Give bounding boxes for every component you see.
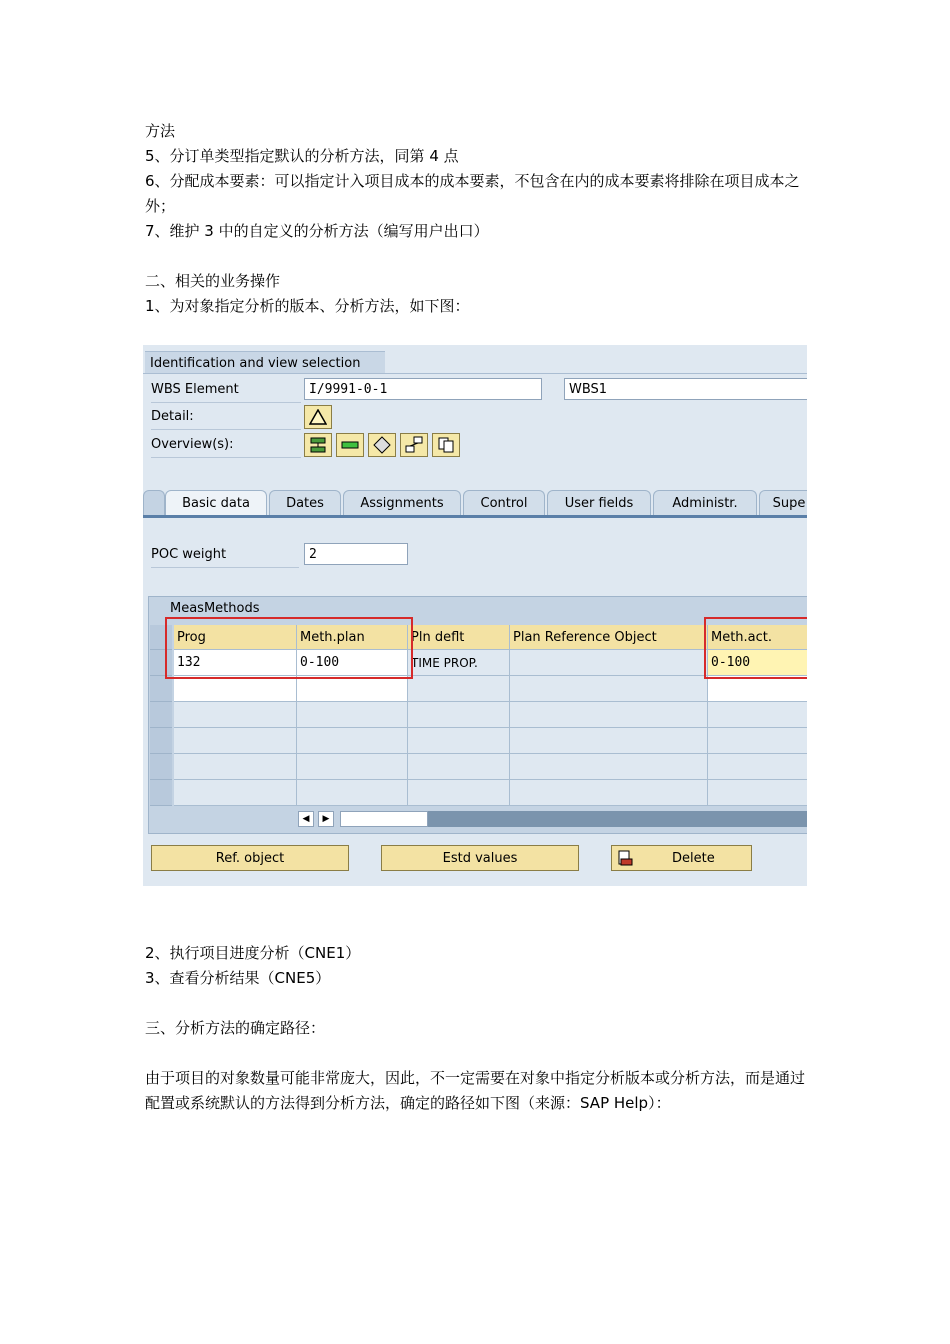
table-cell[interactable] xyxy=(297,780,408,806)
table-cell xyxy=(408,754,510,780)
highlight-box-plan xyxy=(165,617,413,679)
col-header-plan-ref-object[interactable]: Plan Reference Object xyxy=(510,625,708,650)
table-cell[interactable] xyxy=(510,728,708,754)
copy-icon[interactable] xyxy=(432,433,460,457)
table-cell-plan-ref-object[interactable] xyxy=(510,650,708,676)
poc-weight-field[interactable]: 2 xyxy=(304,543,408,565)
text-line: 2、执行项目进度分析（CNE1） xyxy=(145,944,361,962)
detail-label: Detail: xyxy=(151,405,301,430)
table-cell[interactable] xyxy=(708,780,807,806)
scroll-left-icon[interactable]: ◀ xyxy=(298,811,314,827)
row-selector[interactable] xyxy=(150,676,172,702)
table-cell xyxy=(408,728,510,754)
diamond-icon[interactable] xyxy=(368,433,396,457)
delete-button[interactable] xyxy=(611,845,752,871)
text-line: 1、为对象指定分析的版本、分析方法，如下图： xyxy=(145,297,470,315)
table-title: MeasMethods xyxy=(170,601,260,616)
row-selector[interactable] xyxy=(150,702,172,728)
ref-object-button[interactable]: Ref. object xyxy=(151,845,349,871)
tab-basic-data[interactable]: Basic data xyxy=(165,490,267,516)
green-bar-icon[interactable] xyxy=(336,433,364,457)
tab-administr[interactable]: Administr. xyxy=(653,490,757,516)
col-header-pln-deflt[interactable]: Pln deflt xyxy=(408,625,510,650)
table-cell[interactable] xyxy=(297,754,408,780)
tab-supe[interactable]: Supe xyxy=(759,490,807,516)
table-cell[interactable] xyxy=(297,702,408,728)
network-icon[interactable] xyxy=(400,433,428,457)
estd-values-button[interactable]: Estd values xyxy=(381,845,579,871)
row-selector[interactable] xyxy=(150,728,172,754)
row-selector[interactable] xyxy=(150,780,172,806)
text-line: 7、维护 3 中的自定义的分析方法（编写用户出口） xyxy=(145,222,489,240)
table-cell[interactable] xyxy=(174,754,297,780)
table-cell[interactable] xyxy=(510,702,708,728)
text-paragraph: 由于项目的对象数量可能非常庞大，因此，不一定需要在对象中指定分析版本或分析方法，而是通过配置或系统默认的方法得到分析方法，确定的路径如下图（来源：SAP Help）： xyxy=(145,1069,806,1112)
table-cell[interactable] xyxy=(708,728,807,754)
table-cell[interactable] xyxy=(174,728,297,754)
table-cell[interactable] xyxy=(708,754,807,780)
tab-control[interactable]: Control xyxy=(463,490,545,516)
table-cell[interactable] xyxy=(510,780,708,806)
delete-icon xyxy=(617,849,635,867)
table-cell-pln-deflt: TIME PROP. xyxy=(408,650,510,676)
divider xyxy=(143,373,807,374)
text-line: 方法 xyxy=(145,122,176,140)
section-title: Identification and view selection xyxy=(150,356,361,371)
table-cell[interactable] xyxy=(708,676,807,702)
highlight-box-act xyxy=(704,617,807,679)
table-cell-meth-act[interactable]: 0-100 xyxy=(708,650,807,676)
table-cell-meth-plan[interactable]: 0-100 xyxy=(297,650,408,676)
table-cell[interactable] xyxy=(174,676,297,702)
tab-dates[interactable]: Dates xyxy=(269,490,341,516)
scroll-right-icon[interactable]: ▶ xyxy=(318,811,334,827)
col-header-prog[interactable]: Prog xyxy=(174,625,297,650)
tab-assignments[interactable]: Assignments xyxy=(343,490,461,516)
col-header-meth-plan[interactable]: Meth.plan xyxy=(297,625,408,650)
table-cell[interactable] xyxy=(297,676,408,702)
table-cell[interactable] xyxy=(297,728,408,754)
wbs-element-field[interactable]: I/9991-0-1 xyxy=(304,378,542,400)
sap-screenshot xyxy=(143,345,807,886)
table-cell-prog[interactable]: 132 xyxy=(174,650,297,676)
text-line: 3、查看分析结果（CNE5） xyxy=(145,969,331,987)
table-cell[interactable] xyxy=(174,702,297,728)
table-cell[interactable] xyxy=(708,702,807,728)
wbs-element-label: WBS Element xyxy=(151,378,301,403)
table-cell[interactable] xyxy=(174,780,297,806)
col-header-meth-act[interactable]: Meth.act. xyxy=(708,625,807,650)
hierarchy-icon[interactable] xyxy=(304,433,332,457)
wbs-description-field[interactable]: WBS1 xyxy=(564,378,807,400)
poc-weight-label: POC weight xyxy=(151,543,299,568)
table-cell[interactable] xyxy=(510,754,708,780)
text-paragraph: 6、分配成本要素：可以指定计入项目成本的成本要素，不包含在内的成本要素将排除在项目成本之外； xyxy=(145,172,800,215)
tab-spacer xyxy=(143,490,165,516)
section-heading: 二、相关的业务操作 xyxy=(145,272,281,290)
text-line: 5、分订单类型指定默认的分析方法，同第 4 点 xyxy=(145,147,459,165)
section-heading: 三、分析方法的确定路径： xyxy=(145,1019,326,1037)
warning-triangle-icon[interactable] xyxy=(304,405,332,429)
tab-user-fields[interactable]: User fields xyxy=(547,490,651,516)
overview-label: Overview(s): xyxy=(151,433,301,458)
table-cell xyxy=(408,676,510,702)
row-selector[interactable] xyxy=(150,754,172,780)
table-cell xyxy=(408,702,510,728)
table-cell xyxy=(408,780,510,806)
section-header xyxy=(145,351,385,374)
delete-button-label: Delete xyxy=(672,851,715,866)
tab-bar-underline xyxy=(143,515,807,518)
scrollbar-thumb[interactable] xyxy=(340,811,428,827)
table-cell[interactable] xyxy=(510,676,708,702)
horizontal-scrollbar[interactable] xyxy=(340,811,807,827)
